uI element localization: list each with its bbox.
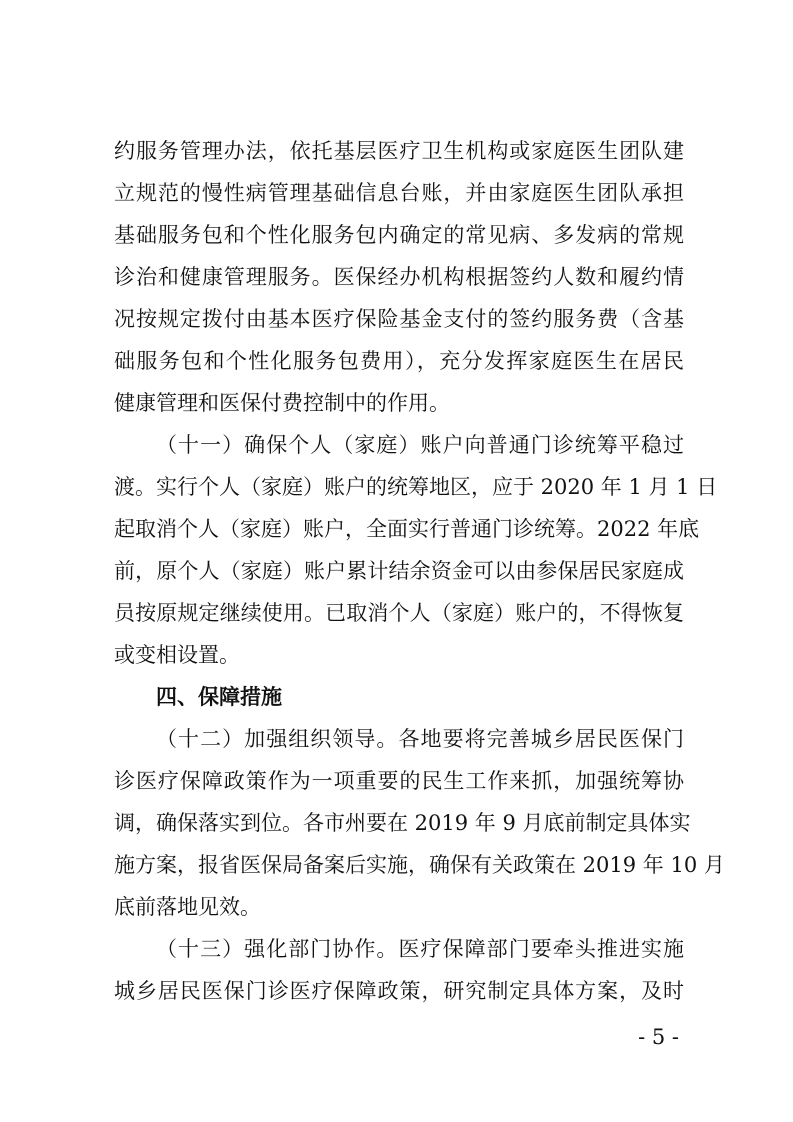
paragraph-first-line: （十二）加强组织领导。各地要将完善城乡居民医保门 — [156, 727, 684, 751]
body-line: 调，确保落实到位。各市州要在 2019 年 9 月底前制定具体实 — [114, 811, 691, 835]
body-line: 诊治和健康管理服务。医保经办机构根据签约人数和履约情 — [114, 265, 684, 289]
body-line: 况按规定拨付由基本医疗保险基金支付的签约服务费（含基 — [114, 307, 684, 331]
body-line: 施方案，报省医保局备案后实施，确保有关政策在 2019 年 10 月 — [114, 853, 725, 877]
paragraph-first-line: （十三）强化部门协作。医疗保障部门要牵头推进实施 — [156, 937, 684, 961]
body-line: 底前落地见效。 — [114, 895, 261, 919]
body-line: 城乡居民医保门诊医疗保障政策，研究制定具体方案，及时 — [114, 979, 684, 1003]
body-line: 基础服务包和个性化服务包内确定的常见病、多发病的常规 — [114, 223, 684, 247]
body-line: 础服务包和个性化服务包费用），充分发挥家庭医生在居民 — [114, 349, 684, 373]
body-line: 起取消个人（家庭）账户，全面实行普通门诊统筹。2022 年底 — [114, 517, 700, 541]
section-heading: 四、保障措施 — [156, 685, 282, 709]
body-line: 诊医疗保障政策作为一项重要的民生工作来抓，加强统筹协 — [114, 769, 684, 793]
body-line: 或变相设置。 — [114, 643, 240, 667]
body-line: 前，原个人（家庭）账户累计结余资金可以由参保居民家庭成 — [114, 559, 684, 583]
body-line: 渡。实行个人（家庭）账户的统筹地区，应于 2020 年 1 月 1 日 — [114, 475, 718, 499]
body-line: 约服务管理办法，依托基层医疗卫生机构或家庭医生团队建 — [114, 139, 684, 163]
body-line: 员按原规定继续使用。已取消个人（家庭）账户的，不得恢复 — [114, 601, 684, 625]
paragraph-first-line: （十一）确保个人（家庭）账户向普通门诊统筹平稳过 — [156, 433, 684, 457]
body-line: 立规范的慢性病管理基础信息台账，并由家庭医生团队承担 — [114, 181, 684, 205]
body-line: 健康管理和医保付费控制中的作用。 — [114, 391, 450, 415]
page-number: - 5 - — [638, 1025, 679, 1049]
